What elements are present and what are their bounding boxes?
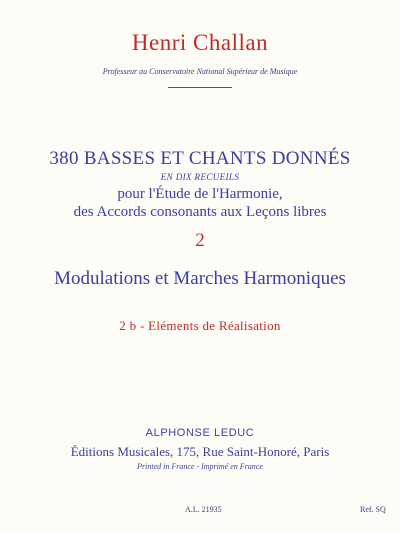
volume-number: 2 <box>195 230 205 251</box>
work-description-line-1: pour l'Étude de l'Harmonie, <box>117 186 283 202</box>
reference-code: Ref. SQ <box>360 505 386 514</box>
divider-rule <box>168 87 232 88</box>
volume-title: Modulations et Marches Harmoniques <box>54 268 346 289</box>
work-description-line-2: des Accords consonants aux Leçons libres <box>73 204 327 220</box>
work-title: 380 BASSES ET CHANTS DONNÉS <box>49 148 351 169</box>
plate-number: A.L. 21935 <box>185 505 222 514</box>
volume-part: 2 b - Eléments de Réalisation <box>119 318 281 333</box>
author-name: Henri Challan <box>131 30 269 55</box>
printed-notice: Printed in France - Imprimé en France <box>137 462 263 471</box>
publisher-address: Éditions Musicales, 175, Rue Saint-Honoré, Paris <box>70 444 330 459</box>
work-subtitle: EN DIX RECUEILS <box>160 172 240 182</box>
author-title: Professeur au Conservatoire National Supérieur de Musique <box>102 67 298 76</box>
publisher-name: ALPHONSE LEDUC <box>145 427 255 439</box>
